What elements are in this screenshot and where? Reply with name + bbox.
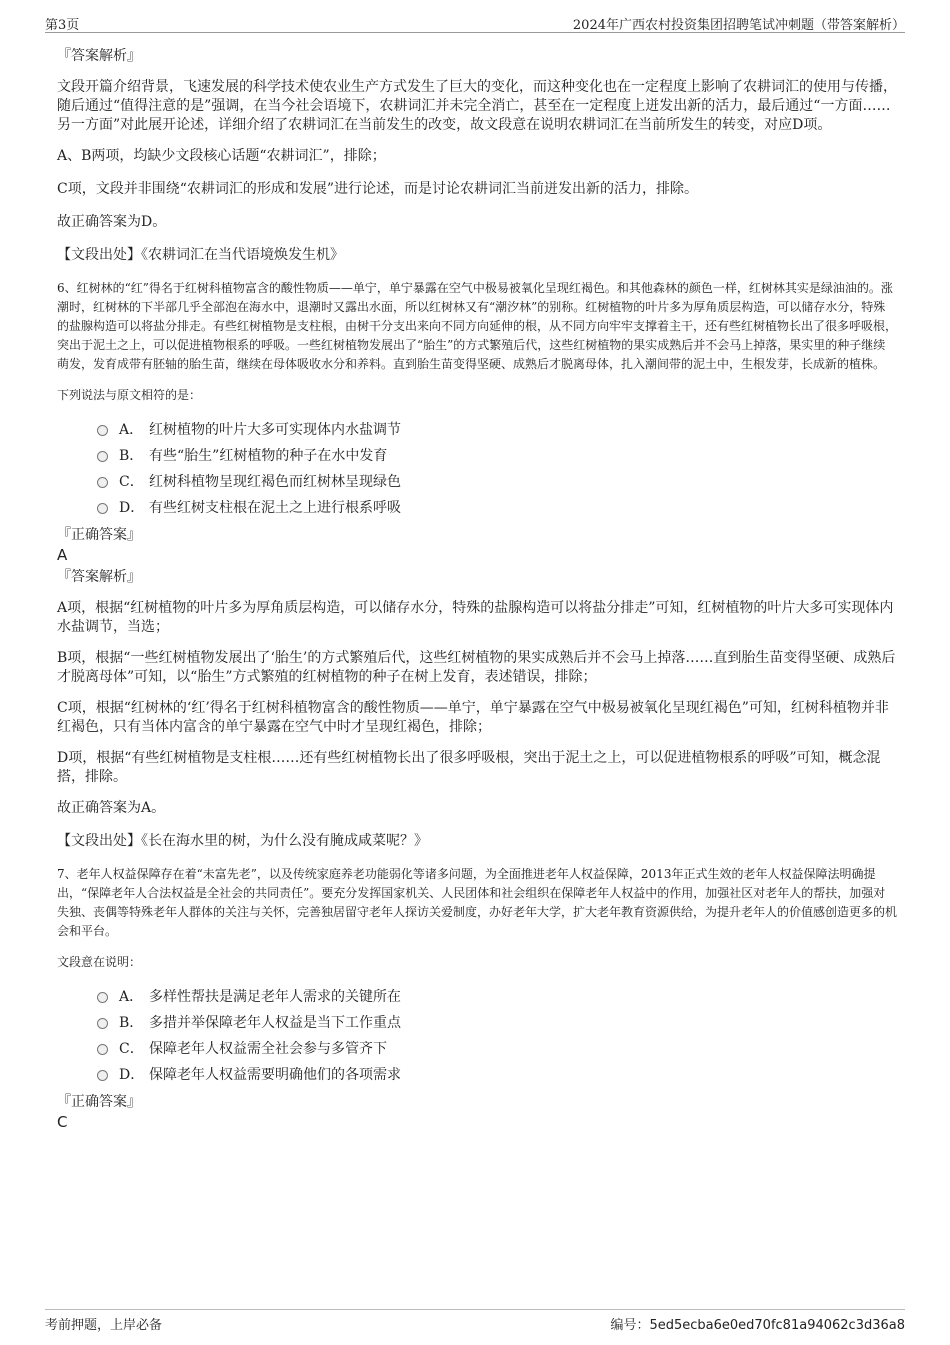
option-b[interactable]: B． 有些“胎生”红树植物的种子在水中发育 (97, 443, 897, 469)
question-prompt: 文段意在说明： (57, 955, 142, 969)
radio-icon[interactable] (97, 477, 108, 488)
correct-answer-heading: 『正确答案』 (57, 1094, 141, 1110)
radio-icon[interactable] (97, 451, 108, 462)
option-a[interactable]: A． 红树植物的叶片大多可实现体内水盐调节 (97, 417, 897, 443)
document-code (610, 1314, 905, 1333)
option-d[interactable]: D． 保障老年人权益需要明确他们的各项需求 (97, 1062, 897, 1088)
analysis-paragraph: 文段开篇介绍背景，飞速发展的科学技术使农业生产方式发生了巨大的变化，而这种变化也在一定程度上影响了农耕词汇的使用与传播，随后通过“值得注意的是”强调，在当今社会语境下，农耕词汇并未完全消亡，甚至在一定程度上迸发出新的活力，最后通过“一方面……另一方面”对此展开论述，详细介绍了农耕词汇在当前发生的改变，故文段意在说明农耕词汇在当前所发生的转变，对应D项。 (57, 79, 897, 133)
option-list (97, 984, 897, 1088)
question-prompt: 下列说法与原文相符的是： (57, 388, 202, 402)
option-list (97, 417, 897, 521)
page-header (45, 12, 905, 33)
code-value: 5ed5ecba6e0ed70fc81a94062c3d36a8 (649, 1318, 905, 1333)
footer-slogan: 考前押题，上岸必备 (45, 1318, 163, 1333)
radio-icon[interactable] (97, 992, 108, 1003)
radio-icon[interactable] (97, 503, 108, 514)
option-c[interactable]: C． 红树科植物呈现红褐色而红树林呈现绿色 (97, 469, 897, 495)
correct-answer: C (57, 1113, 68, 1131)
analysis-conclusion: 故正确答案为A。 (57, 800, 166, 816)
passage-source: 【文段出处】《农耕词汇在当代语境焕发生机》 (57, 247, 344, 263)
analysis-paragraph: A项，根据“红树植物的叶片多为厚角质层构造，可以储存水分，特殊的盐腺构造可以将盐分排走”可知，红树植物的叶片大多可实现体内水盐调节，当选； (57, 600, 894, 635)
radio-icon[interactable] (97, 1070, 108, 1081)
correct-answer-heading: 『正确答案』 (57, 527, 141, 543)
document-body (57, 46, 897, 1132)
option-b[interactable]: B． 多措并举保障老年人权益是当下工作重点 (97, 1010, 897, 1036)
radio-icon[interactable] (97, 1044, 108, 1055)
radio-icon[interactable] (97, 425, 108, 436)
analysis-paragraph: C项，根据“红树林的‘红’得名于红树科植物富含的酸性物质——单宁，单宁暴露在空气中极易被氧化呈现红褐色”可知，红树科植物并非红褐色，只有当体内富含的单宁暴露在空气中时才呈现红褐色，排除； (57, 700, 889, 735)
option-d[interactable]: D． 有些红树支柱根在泥土之上进行根系呼吸 (97, 495, 897, 521)
code-label: 编号： (610, 1318, 650, 1333)
radio-icon[interactable] (97, 1018, 108, 1029)
option-a[interactable]: A． 多样性帮扶是满足老年人需求的关键所在 (97, 984, 897, 1010)
page-number: 第3页 (45, 18, 80, 33)
analysis-paragraph: D项，根据“有些红树植物是支柱根……还有些红树植物长出了很多呼吸根，突出于泥土之上，可以促进植物根系的呼吸”可知，概念混搭，排除。 (57, 750, 881, 785)
document-title: 2024年广西农村投资集团招聘笔试冲刺题（带答案解析） (572, 18, 905, 33)
question-stem: 7、老年人权益保障存在着“未富先老”，以及传统家庭养老功能弱化等诸多问题，为全面推进老年人权益保障，2013年正式生效的老年人权益保障法明确提出，“保障老年人合法权益是全社会的共同责任”。要充分发挥国家机关、人民团体和社会组织在保障老年人权益中的作用，加强社区对老年人的帮扶，加强对失独、丧偶等特殊老年人群体的关注与关怀，完善独居留守老年人探访关爱制度，办好老年大学，扩大老年教育资源供给，为提升老年人的价值感创造更多的机会和平台。 (57, 867, 898, 938)
analysis-paragraph: B项，根据“一些红树植物发展出了‘胎生’的方式繁殖后代，这些红树植物的果实成熟后并不会马上掉落……直到胎生苗变得坚硬、成熟后才脱离母体”可知，以“胎生”方式繁殖的红树植物的种子在树上发育，表述错误，排除； (57, 650, 896, 685)
analysis-conclusion: 故正确答案为D。 (57, 214, 167, 230)
analysis-heading: 『答案解析』 (57, 48, 141, 64)
passage-source: 【文段出处】《长在海水里的树，为什么没有腌成咸菜呢？》 (57, 833, 428, 849)
question-stem: 6、红树林的“红”得名于红树科植物富含的酸性物质——单宁，单宁暴露在空气中极易被氧化呈现红褐色。和其他森林的颜色一样，红树林其实是绿油油的。涨潮时，红树林的下半部几乎全部泡在海水中，退潮时又露出水面，所以红树林又有“潮汐林”的别称。红树植物的叶片多为厚角质层构造，可以储存水分，特殊的盐腺构造可以将盐分排走。有些红树植物是支柱根，由树干分支出来向不同方向延伸的根，从不同方向牢牢支撑着主干，还有些红树植物长出了很多呼吸根，突出于泥土之上，可以促进植物根系的呼吸。一些红树植物发展出了“胎生”的方式繁殖后代，这些红树植物的果实成熟后并不会马上掉落，果实里的种子继续萌发，发育成带有胚轴的胎生苗，继续在母体吸收水分和养料。直到胎生苗变得坚硬、成熟后才脱离母体，扎入潮间带的泥土中，生根发芽，长成新的植株。 (57, 281, 898, 371)
analysis-paragraph: A、B两项，均缺少文段核心话题“农耕词汇”，排除； (57, 148, 386, 164)
analysis-heading: 『答案解析』 (57, 569, 141, 585)
analysis-paragraph: C项，文段并非围绕“农耕词汇的形成和发展”进行论述，而是讨论农耕词汇当前迸发出新的活力，排除。 (57, 181, 699, 197)
correct-answer: A (57, 546, 68, 564)
option-c[interactable]: C． 保障老年人权益需全社会参与多管齐下 (97, 1036, 897, 1062)
page-footer (45, 1309, 905, 1333)
